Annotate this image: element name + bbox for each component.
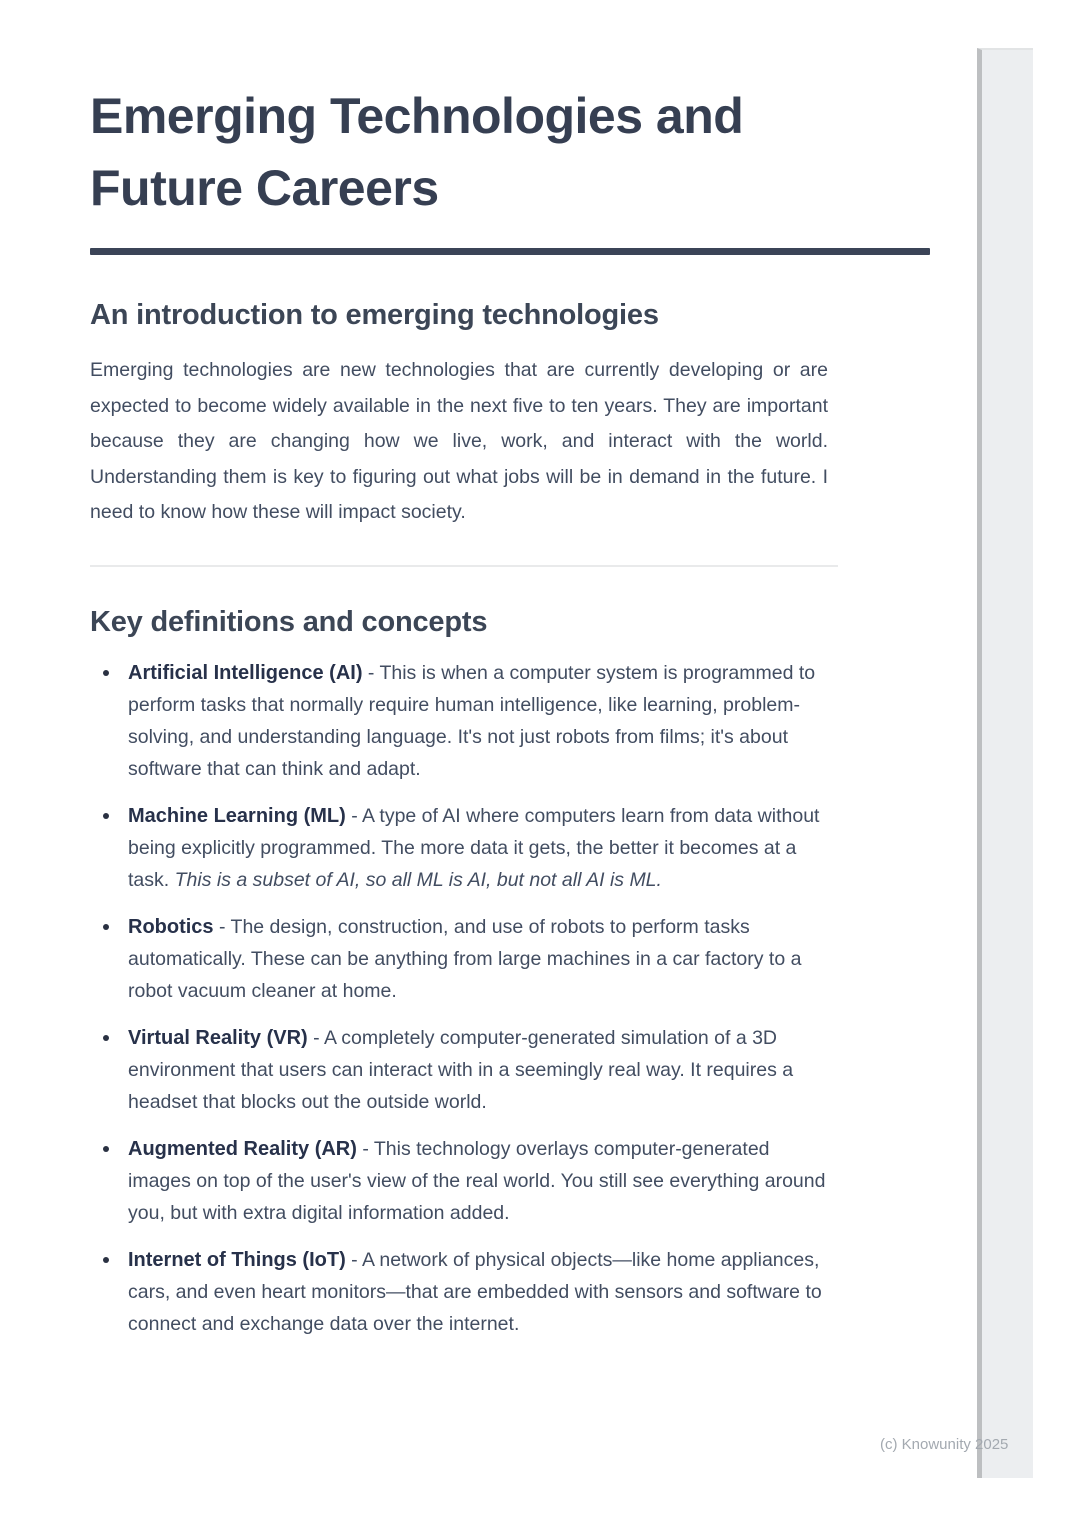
definition-term: Machine Learning (ML) (128, 804, 346, 827)
definition-list-item (90, 1244, 832, 1340)
definition-term: Robotics (128, 915, 214, 938)
definition-text: - A network of physical objects—like home appliances, cars, and even heart monitors—that are embedded with sensors and software to connect and exchange data over the internet. (128, 1248, 822, 1335)
intro-section-heading: An introduction to emerging technologies (90, 299, 659, 331)
section-divider (90, 565, 838, 567)
definition-list-item (90, 800, 832, 896)
definition-text: - A type of AI where computers learn from data without being explicitly programmed. The more data it gets, the better it becomes at a task. (128, 804, 820, 891)
definitions-list (90, 657, 935, 1340)
page-title-line-2: Future Careers (90, 160, 439, 216)
definition-text: - This is when a computer system is programmed to perform tasks that normally require human intelligence, like learning, problem-solving, and understanding language. It's not just robots from films; it's about software that can think and adapt. (128, 661, 816, 780)
page-title-line-1: Emerging Technologies and (90, 88, 744, 144)
definition-italic-note: This is a subset of AI, so all ML is AI, but not all AI is ML. (174, 868, 662, 891)
copyright-watermark: (c) Knowunity 2025 (880, 1436, 1009, 1453)
definition-term: Virtual Reality (VR) (128, 1026, 308, 1049)
definition-term: Augmented Reality (AR) (128, 1137, 357, 1160)
page-edge-strip (977, 48, 1033, 1478)
definition-term: Internet of Things (IoT) (128, 1248, 346, 1271)
definition-list-item (90, 911, 832, 1007)
definitions-section-heading: Key definitions and concepts (90, 605, 488, 638)
document-content (90, 0, 935, 1355)
page-title (90, 80, 935, 224)
definition-text: - This technology overlays computer-generated images on top of the user's view of the real world. You still see everything around you, but with extra digital information added. (128, 1137, 826, 1224)
definition-text: - The design, construction, and use of robots to perform tasks automatically. These can be anything from large machines in a car factory to a robot vacuum cleaner at home. (128, 915, 802, 1002)
definition-list-item (90, 1133, 832, 1229)
title-divider-rule (90, 248, 930, 255)
definition-list-item (90, 1022, 832, 1118)
definition-list-item (90, 657, 832, 785)
intro-paragraph: Emerging technologies are new technologies that are currently developing or are expected to become widely available in the next five to ten years. They are important because they are changing how we live, work, and interact with the world. Understanding them is key to figuring out what jobs will be in demand in the future. I need to know how these will impact society. (90, 359, 828, 523)
definition-term: Artificial Intelligence (AI) (128, 661, 363, 684)
definition-text: - A completely computer-generated simulation of a 3D environment that users can interact with in a seemingly real way. It requires a headset that blocks out the outside world. (128, 1026, 794, 1113)
